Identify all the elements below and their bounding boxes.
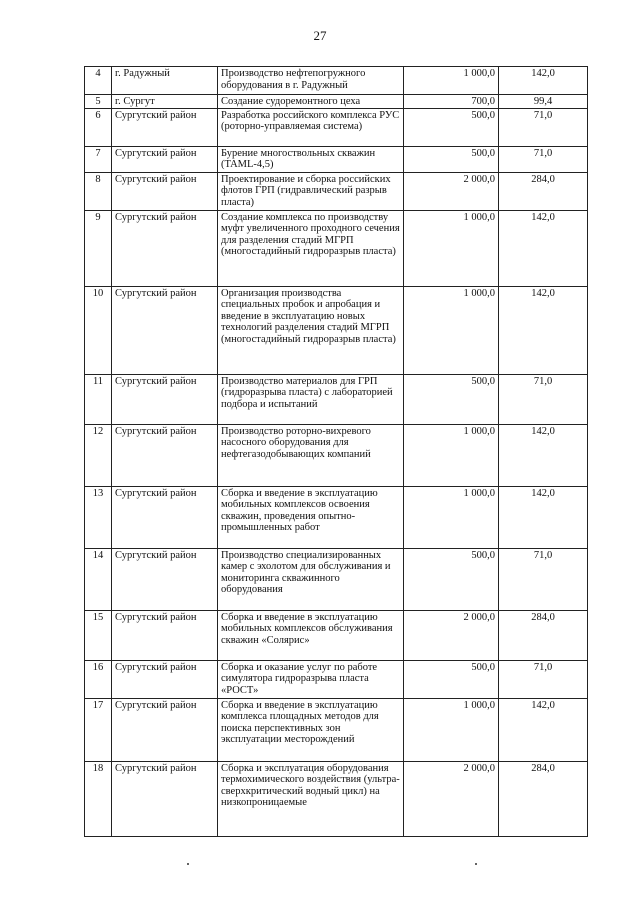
table-row	[85, 548, 588, 610]
row-number: 10	[85, 286, 112, 374]
row-amount-2: 99,4	[499, 95, 588, 109]
table-row	[85, 286, 588, 374]
row-location: Сургутский район	[112, 610, 218, 660]
row-amount: 500,0	[404, 108, 499, 146]
row-amount: 500,0	[404, 660, 499, 698]
scan-speck	[475, 863, 477, 865]
table-row	[85, 660, 588, 698]
table-body	[85, 67, 588, 837]
row-amount-2: 142,0	[499, 698, 588, 761]
row-amount-2: 71,0	[499, 660, 588, 698]
row-number: 8	[85, 172, 112, 210]
row-number: 6	[85, 108, 112, 146]
row-location: Сургутский район	[112, 761, 218, 836]
row-description: Разработка российского комплекса РУС (роторно-управляемая система)	[218, 108, 404, 146]
row-description: Сборка и введение в эксплуатацию мобильных комплексов обслуживания скважин «Солярис»	[218, 610, 404, 660]
row-amount-2: 142,0	[499, 424, 588, 486]
row-location: Сургутский район	[112, 286, 218, 374]
table-row	[85, 610, 588, 660]
row-amount: 500,0	[404, 146, 499, 172]
row-amount-2: 71,0	[499, 548, 588, 610]
row-amount: 2 000,0	[404, 610, 499, 660]
projects-table	[84, 66, 588, 837]
table-row	[85, 172, 588, 210]
table-row	[85, 698, 588, 761]
row-amount-2: 71,0	[499, 374, 588, 424]
row-description: Создание комплекса по производству муфт увеличенного проходного сечения для разделения стадий МГРП (многостадийный гидроразрыв пласта)	[218, 210, 404, 286]
row-amount-2: 142,0	[499, 67, 588, 95]
row-number: 18	[85, 761, 112, 836]
row-description: Производство нефтепогружного оборудования в г. Радужный	[218, 67, 404, 95]
row-description: Сборка и оказание услуг по работе симулятора гидроразрыва пласта «РОСТ»	[218, 660, 404, 698]
row-number: 15	[85, 610, 112, 660]
row-location: Сургутский район	[112, 172, 218, 210]
table-row	[85, 108, 588, 146]
row-description: Проектирование и сборка российских флотов ГРП (гидравлический разрыв пласта)	[218, 172, 404, 210]
row-location: Сургутский район	[112, 698, 218, 761]
row-location: Сургутский район	[112, 108, 218, 146]
row-amount-2: 142,0	[499, 210, 588, 286]
row-number: 11	[85, 374, 112, 424]
row-description: Создание судоремонтного цеха	[218, 95, 404, 109]
row-number: 9	[85, 210, 112, 286]
row-amount-2: 142,0	[499, 286, 588, 374]
row-location: Сургутский район	[112, 210, 218, 286]
page-number: 27	[313, 28, 327, 43]
row-number: 4	[85, 67, 112, 95]
row-amount: 2 000,0	[404, 761, 499, 836]
row-location: Сургутский район	[112, 486, 218, 548]
row-amount: 1 000,0	[404, 486, 499, 548]
table-row	[85, 210, 588, 286]
scan-speck	[187, 863, 189, 865]
row-amount: 1 000,0	[404, 67, 499, 95]
row-amount-2: 284,0	[499, 761, 588, 836]
table-row	[85, 67, 588, 95]
row-amount-2: 71,0	[499, 108, 588, 146]
row-description: Сборка и введение в эксплуатацию мобильных комплексов освоения скважин, проведения опытно-промышленных работ	[218, 486, 404, 548]
row-description: Сборка и эксплуатация оборудования термохимического воздействия (ультра-сверхкритический водный цикл) на низкопроницаемые	[218, 761, 404, 836]
row-amount: 500,0	[404, 548, 499, 610]
row-location: Сургутский район	[112, 424, 218, 486]
row-location: Сургутский район	[112, 660, 218, 698]
row-description: Производство материалов для ГРП (гидроразрыва пласта) с лабораторией подбора и испытаний	[218, 374, 404, 424]
row-description: Производство роторно-вихревого насосного оборудования для нефтегазодобывающих компаний	[218, 424, 404, 486]
row-location: г. Сургут	[112, 95, 218, 109]
row-description: Бурение многоствольных скважин (TAML-4,5)	[218, 146, 404, 172]
row-location: Сургутский район	[112, 548, 218, 610]
table-row	[85, 486, 588, 548]
table-row	[85, 424, 588, 486]
table-row	[85, 95, 588, 109]
row-amount: 1 000,0	[404, 210, 499, 286]
row-amount-2: 71,0	[499, 146, 588, 172]
row-amount-2: 284,0	[499, 610, 588, 660]
table-row	[85, 761, 588, 836]
row-location: г. Радужный	[112, 67, 218, 95]
row-number: 14	[85, 548, 112, 610]
row-amount: 1 000,0	[404, 424, 499, 486]
row-description: Организация производства специальных пробок и апробация и введение в эксплуатацию новых технологий разделения стадий МГРП (многостадийный гидроразрыв пласта)	[218, 286, 404, 374]
table-row	[85, 374, 588, 424]
row-amount: 700,0	[404, 95, 499, 109]
table-row	[85, 146, 588, 172]
row-amount-2: 284,0	[499, 172, 588, 210]
row-amount: 1 000,0	[404, 286, 499, 374]
row-amount: 1 000,0	[404, 698, 499, 761]
row-description: Производство специализированных камер с эхолотом для обслуживания и мониторинга скважинного оборудования	[218, 548, 404, 610]
row-location: Сургутский район	[112, 146, 218, 172]
row-amount: 2 000,0	[404, 172, 499, 210]
row-description: Сборка и введение в эксплуатацию комплекса площадных методов для поиска перспективных зон эксплуатации месторождений	[218, 698, 404, 761]
row-number: 17	[85, 698, 112, 761]
row-number: 16	[85, 660, 112, 698]
row-number: 12	[85, 424, 112, 486]
row-amount: 500,0	[404, 374, 499, 424]
row-location: Сургутский район	[112, 374, 218, 424]
row-amount-2: 142,0	[499, 486, 588, 548]
row-number: 5	[85, 95, 112, 109]
row-number: 7	[85, 146, 112, 172]
row-number: 13	[85, 486, 112, 548]
